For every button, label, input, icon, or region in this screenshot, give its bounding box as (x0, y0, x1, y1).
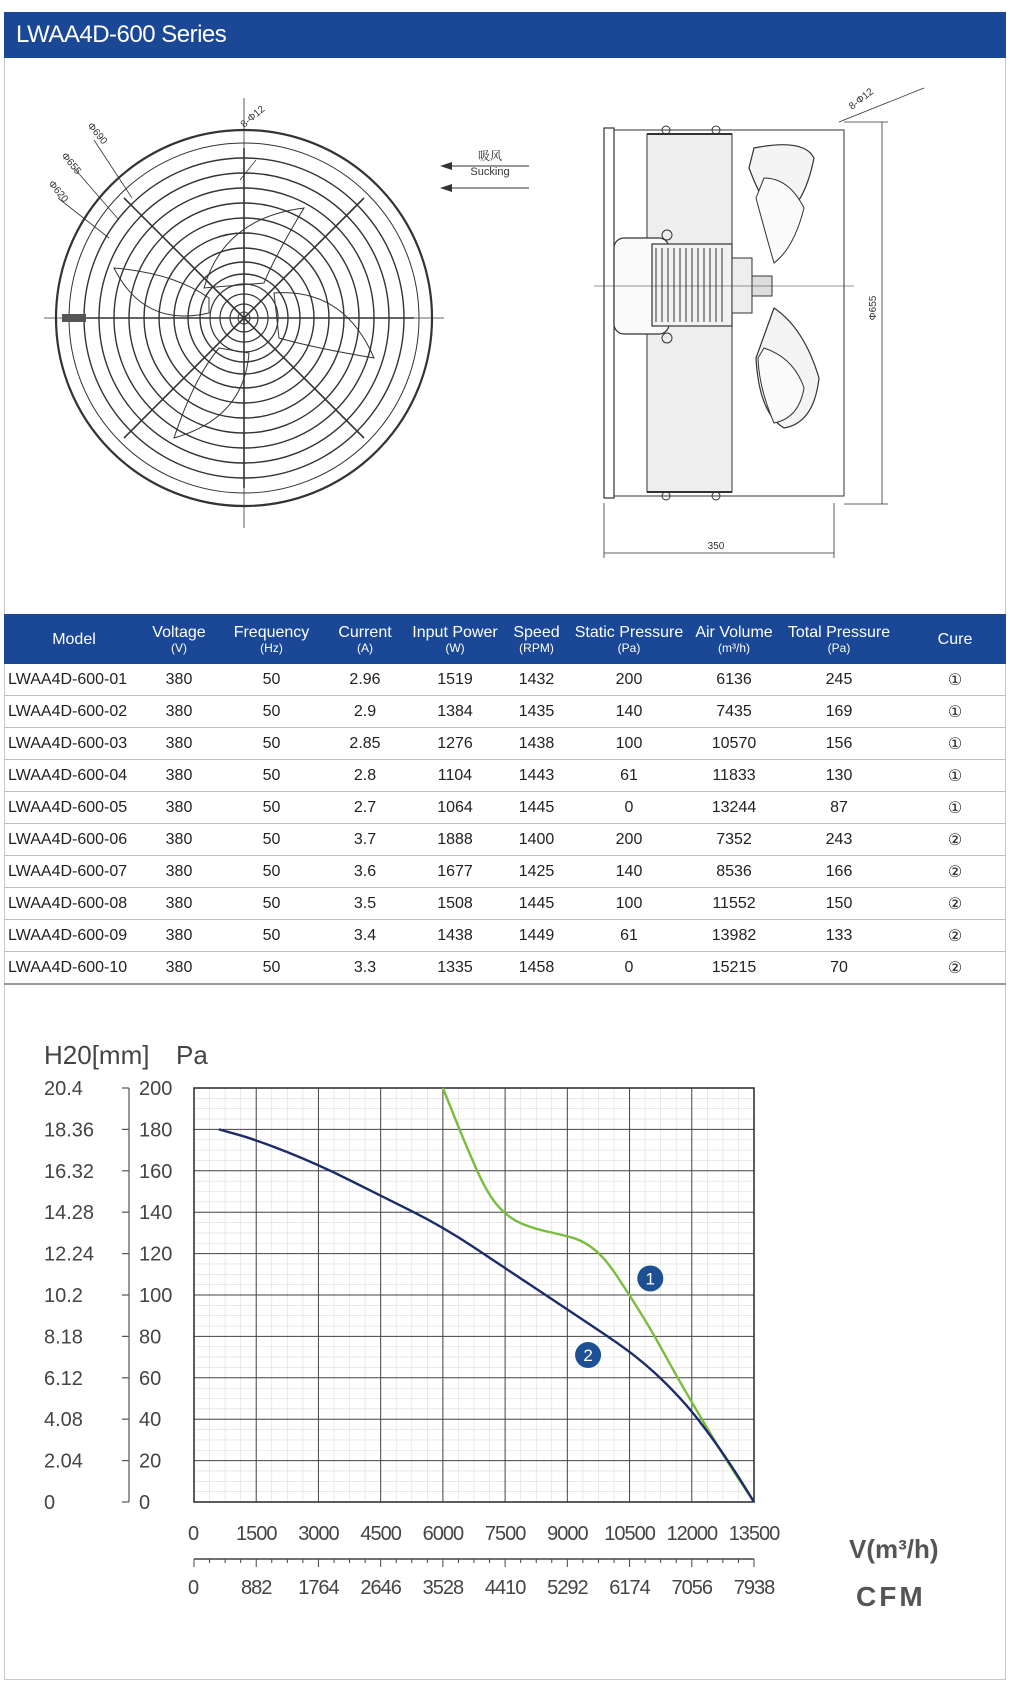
table-cell: 100 (564, 728, 694, 760)
x-tick-label-cfm: 0 (188, 1577, 199, 1599)
x-tick-label: 0 (188, 1523, 199, 1545)
y-tick-label-pa: 20 (139, 1450, 162, 1473)
y-tick-label-pa: 120 (139, 1243, 173, 1266)
table-cell: 0 (564, 952, 694, 985)
table-cell: 50 (214, 952, 329, 985)
table-cell: ② (904, 920, 1006, 952)
table-header-row (4, 614, 1006, 664)
table-cell: LWAA4D-600-04 (4, 760, 144, 792)
table-cell: 1445 (509, 792, 564, 824)
table-cell: ② (904, 888, 1006, 920)
table-cell: LWAA4D-600-09 (4, 920, 144, 952)
table-row (4, 824, 1006, 856)
dim-label-holes: 8-Φ12 (238, 103, 268, 131)
table-cell: 1508 (401, 888, 509, 920)
table-cell: 1425 (509, 856, 564, 888)
table-cell: 87 (774, 792, 904, 824)
x-tick-label-cfm: 4410 (484, 1577, 526, 1599)
header-air-volume: Air Volume (m³/h) (694, 614, 774, 664)
table-row (4, 888, 1006, 920)
technical-drawing (4, 58, 1006, 614)
chart-grid (194, 1088, 754, 1502)
table-cell: LWAA4D-600-02 (4, 696, 144, 728)
x-tick-label: 7500 (484, 1523, 526, 1545)
table-cell: 1458 (509, 952, 564, 985)
table-cell: 1519 (401, 664, 509, 696)
side-depth-label: 350 (707, 541, 725, 552)
y-tick-label-mm: 0 (44, 1492, 56, 1514)
table-cell: 15215 (694, 952, 774, 985)
table-cell: 2.7 (329, 792, 401, 824)
table-cell: 50 (214, 888, 329, 920)
x-tick-label-cfm: 7938 (733, 1577, 775, 1599)
table-cell: 1335 (401, 952, 509, 985)
table-cell: 61 (564, 920, 694, 952)
table-cell: 11552 (694, 888, 774, 920)
performance-chart (4, 1010, 1006, 1670)
table-row (4, 664, 1006, 696)
table-cell: 1445 (509, 888, 564, 920)
y-tick-label-pa: 60 (139, 1367, 162, 1390)
y-tick-label-pa: 40 (139, 1409, 162, 1432)
table-cell: 3.7 (329, 824, 401, 856)
table-cell: 140 (564, 856, 694, 888)
table-cell: 10570 (694, 728, 774, 760)
y-tick-label-pa: 160 (139, 1160, 173, 1183)
header-voltage: Voltage (V) (144, 614, 214, 664)
header-speed: Speed (RPM) (509, 614, 564, 664)
table-cell: ② (904, 856, 1006, 888)
x-tick-label: 6000 (422, 1523, 464, 1545)
y-tick-label-mm: 10.2 (44, 1285, 83, 1307)
table-cell: LWAA4D-600-06 (4, 824, 144, 856)
x-tick-label: 3000 (298, 1523, 339, 1545)
table-cell: 1276 (401, 728, 509, 760)
table-cell: 6136 (694, 664, 774, 696)
header-cure: Cure (904, 614, 1006, 664)
table-cell: 1432 (509, 664, 564, 696)
table-cell: 380 (144, 696, 214, 728)
y-tick-label-pa: 0 (139, 1492, 151, 1514)
x-tick-label-cfm: 1764 (298, 1577, 339, 1599)
table-cell: 50 (214, 824, 329, 856)
table-cell: 380 (144, 952, 214, 985)
table-cell: 150 (774, 888, 904, 920)
y-tick-label-pa: 140 (139, 1202, 173, 1225)
x-tick-label: 9000 (547, 1523, 588, 1545)
side-holes-label: 8-Φ12 (847, 86, 876, 113)
table-row (4, 792, 1006, 824)
table-cell: 1677 (401, 856, 509, 888)
series-label-2: 2 (583, 1346, 593, 1366)
y-tick-label-mm: 20.4 (44, 1078, 83, 1100)
table-cell: 3.3 (329, 952, 401, 985)
x-tick-label: 12000 (666, 1523, 718, 1545)
y-tick-label-pa: 80 (139, 1326, 162, 1349)
table-cell: 133 (774, 920, 904, 952)
spec-table (4, 614, 1006, 985)
table-cell: 3.6 (329, 856, 401, 888)
table-cell: 1435 (509, 696, 564, 728)
table-cell: 1064 (401, 792, 509, 824)
table-cell: 2.8 (329, 760, 401, 792)
table-cell: ① (904, 792, 1006, 824)
x-tick-label: 10500 (604, 1523, 655, 1545)
y-tick-label-mm: 12.24 (44, 1243, 95, 1266)
side-diameter-label: Φ655 (868, 295, 879, 321)
table-cell: 1449 (509, 920, 564, 952)
table-cell: 380 (144, 760, 214, 792)
table-cell: 13982 (694, 920, 774, 952)
table-cell: 3.5 (329, 888, 401, 920)
table-cell: 100 (564, 888, 694, 920)
table-cell: LWAA4D-600-07 (4, 856, 144, 888)
chart-xlabel-secondary: CFM (856, 1581, 926, 1612)
table-cell: 50 (214, 760, 329, 792)
table-cell: 70 (774, 952, 904, 985)
table-cell: 1104 (401, 760, 509, 792)
table-cell: 380 (144, 856, 214, 888)
table-cell: 0 (564, 792, 694, 824)
table-cell: ② (904, 824, 1006, 856)
y-tick-label-pa: 200 (139, 1078, 173, 1100)
table-cell: 7435 (694, 696, 774, 728)
table-cell: 156 (774, 728, 904, 760)
chart-xlabel: V(m³/h) (849, 1534, 939, 1564)
table-cell: LWAA4D-600-10 (4, 952, 144, 985)
table-cell: 50 (214, 856, 329, 888)
y-tick-label-mm: 14.28 (44, 1202, 95, 1225)
x-tick-label: 4500 (360, 1523, 401, 1545)
y-tick-label-mm: 6.12 (44, 1367, 83, 1390)
table-cell: ① (904, 728, 1006, 760)
y-tick-label-pa: 180 (139, 1119, 173, 1142)
table-cell: 1443 (509, 760, 564, 792)
table-cell: 243 (774, 824, 904, 856)
table-cell: 2.96 (329, 664, 401, 696)
x-tick-label-cfm: 2646 (360, 1577, 401, 1599)
table-cell: 245 (774, 664, 904, 696)
table-cell: 1438 (401, 920, 509, 952)
table-cell: 130 (774, 760, 904, 792)
x-tick-label-cfm: 3528 (422, 1577, 464, 1599)
table-cell: 1438 (509, 728, 564, 760)
table-cell: 169 (774, 696, 904, 728)
header-current: Current (A) (329, 614, 401, 664)
table-cell: 13244 (694, 792, 774, 824)
table-cell: 50 (214, 728, 329, 760)
table-cell: 380 (144, 664, 214, 696)
y-tick-label-pa: 100 (139, 1285, 173, 1307)
table-cell: 200 (564, 664, 694, 696)
table-cell: 50 (214, 792, 329, 824)
table-cell: 2.9 (329, 696, 401, 728)
table-cell: 200 (564, 824, 694, 856)
x-tick-label-cfm: 6174 (609, 1577, 650, 1599)
series-label-1: 1 (645, 1269, 656, 1289)
table-row (4, 696, 1006, 728)
table-cell: 140 (564, 696, 694, 728)
table-cell: 1888 (401, 824, 509, 856)
table-cell: LWAA4D-600-08 (4, 888, 144, 920)
x-tick-label: 13500 (728, 1523, 780, 1545)
table-cell: 8536 (694, 856, 774, 888)
side-view (594, 88, 924, 558)
table-cell: ② (904, 952, 1006, 985)
table-cell: 380 (144, 920, 214, 952)
table-cell: ① (904, 760, 1006, 792)
dim-label-690: Φ690 (84, 120, 109, 147)
airflow-label-en: Sucking (470, 166, 510, 178)
table-cell: 380 (144, 728, 214, 760)
table-cell: 380 (144, 888, 214, 920)
chart-ylabel-right: Pa (176, 1040, 208, 1070)
chart-ticks (44, 1078, 780, 1599)
table-cell: 380 (144, 792, 214, 824)
y-tick-label-mm: 8.18 (44, 1326, 83, 1349)
table-cell: 3.4 (329, 920, 401, 952)
x-tick-label: 1500 (235, 1523, 277, 1545)
table-cell: 50 (214, 920, 329, 952)
x-tick-label-cfm: 882 (241, 1577, 272, 1599)
table-row (4, 760, 1006, 792)
y-tick-label-mm: 4.08 (44, 1409, 83, 1432)
y-tick-label-mm: 2.04 (44, 1450, 83, 1473)
header-static-pressure: Static Pressure (Pa) (564, 614, 694, 664)
table-cell: ① (904, 664, 1006, 696)
table-cell: LWAA4D-600-01 (4, 664, 144, 696)
y-tick-label-mm: 18.36 (44, 1119, 95, 1142)
front-view (44, 98, 444, 528)
dim-label-655: Φ655 (58, 150, 83, 177)
table-cell: ① (904, 696, 1006, 728)
header-total-pressure: Total Pressure (Pa) (774, 614, 904, 664)
dim-label-620: Φ620 (45, 178, 70, 205)
table-cell: LWAA4D-600-03 (4, 728, 144, 760)
chart-ylabel-left: H20[mm] (44, 1040, 150, 1070)
table-cell: 61 (564, 760, 694, 792)
table-cell: 11833 (694, 760, 774, 792)
table-row (4, 728, 1006, 760)
page-title: LWAA4D-600 Series (4, 12, 1006, 58)
header-input-power: Input Power (W) (401, 614, 509, 664)
table-cell: 50 (214, 664, 329, 696)
x-tick-label-cfm: 5292 (547, 1577, 588, 1599)
header-model: Model (4, 614, 144, 664)
table-row (4, 952, 1006, 985)
table-cell: 50 (214, 696, 329, 728)
table-cell: 166 (774, 856, 904, 888)
x-tick-label-cfm: 7056 (671, 1577, 713, 1599)
table-cell: 1400 (509, 824, 564, 856)
y-tick-label-mm: 16.32 (44, 1160, 95, 1183)
table-cell: 1384 (401, 696, 509, 728)
header-frequency: Frequency (Hz) (214, 614, 329, 664)
table-cell: 2.85 (329, 728, 401, 760)
airflow-label-cn: 吸风 (477, 149, 503, 163)
table-cell: 7352 (694, 824, 774, 856)
table-cell: 380 (144, 824, 214, 856)
table-row (4, 856, 1006, 888)
table-cell: LWAA4D-600-05 (4, 792, 144, 824)
table-row (4, 920, 1006, 952)
